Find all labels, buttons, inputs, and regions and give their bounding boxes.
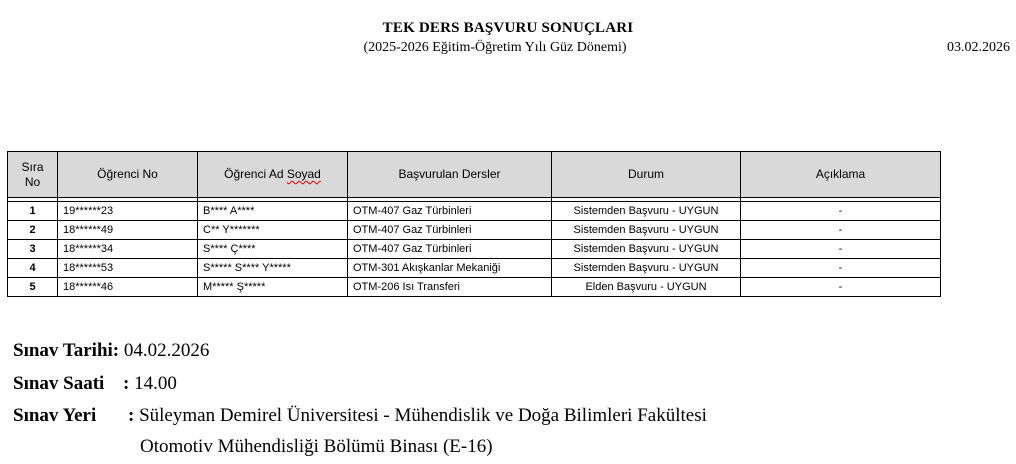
exam-time-separator: : [123,373,130,394]
header-ad-soyad-part1: Öğrenci Ad [224,167,287,181]
row-durum: Elden Başvuru - UYGUN [552,278,741,297]
exam-time-line [13,373,177,395]
row-ad-soyad: C** Y******* [198,221,348,240]
row-aciklama: - [741,278,941,297]
table-row [8,240,941,259]
table-row [8,221,941,240]
page-subtitle: (2025-2026 Eğitim-Öğretim Yılı Güz Dönemi) [363,40,627,55]
row-ogrenci-no: 18******46 [58,278,198,297]
table-header [8,152,941,202]
row-ders: OTM-407 Gaz Türbinleri [348,221,552,240]
row-ogrenci-no: 18******34 [58,240,198,259]
exam-place-line [13,405,707,427]
header-dersler: Başvurulan Dersler [348,152,552,198]
row-ders: OTM-407 Gaz Türbinleri [348,240,552,259]
exam-place-line2: Otomotiv Mühendisliği Bölümü Binası (E-16) [140,436,493,457]
exam-time-label: Sınav Saati [13,373,105,394]
header-aciklama: Açıklama [741,152,941,198]
table-row [8,259,941,278]
row-aciklama: - [741,202,941,221]
row-ad-soyad: S**** Ç**** [198,240,348,259]
row-durum: Sistemden Başvuru - UYGUN [552,240,741,259]
table-body [8,202,941,297]
row-aciklama: - [741,240,941,259]
results-table [7,151,941,297]
row-aciklama: - [741,221,941,240]
document-date: 03.02.2026 [947,40,1010,55]
header-ogrenci-no: Öğrenci No [58,152,198,198]
header-sira-line2: No [24,174,41,189]
exam-date-label: Sınav Tarihi: [13,340,120,361]
row-no: 3 [8,240,58,259]
row-ad-soyad: M***** Ş***** [198,278,348,297]
exam-place-line1: Süleyman Demirel Üniversitesi - Mühendislik ve Doğa Bilimleri Fakültesi [139,405,707,426]
page-title: TEK DERS BAŞVURU SONUÇLARI [382,20,634,36]
row-ogrenci-no: 19******23 [58,202,198,221]
row-ders: OTM-206 Isı Transferi [348,278,552,297]
row-ad-soyad: S***** S**** Y***** [198,259,348,278]
row-durum: Sistemden Başvuru - UYGUN [552,202,741,221]
exam-time-value: 14.00 [134,373,177,394]
table-row [8,278,941,297]
row-no: 5 [8,278,58,297]
header-sira-no [8,152,58,198]
header-ad-soyad [198,152,348,198]
row-ad-soyad: B**** A**** [198,202,348,221]
row-no: 4 [8,259,58,278]
exam-date-value: 04.02.2026 [123,340,210,361]
header-durum: Durum [552,152,741,198]
exam-date-line [13,340,209,362]
row-no: 2 [8,221,58,240]
row-durum: Sistemden Başvuru - UYGUN [552,259,741,278]
table-row [8,202,941,221]
exam-place-label: Sınav Yeri [13,405,97,426]
row-aciklama: - [741,259,941,278]
row-ders: OTM-407 Gaz Türbinleri [348,202,552,221]
exam-place-separator: : [128,405,135,426]
header-sira-line1: Sıra [21,159,44,174]
row-ogrenci-no: 18******49 [58,221,198,240]
header-ad-soyad-part2: Soyad [286,167,321,181]
row-ogrenci-no: 18******53 [58,259,198,278]
row-no: 1 [8,202,58,221]
row-ders: OTM-301 Akışkanlar Mekaniği [348,259,552,278]
row-durum: Sistemden Başvuru - UYGUN [552,221,741,240]
